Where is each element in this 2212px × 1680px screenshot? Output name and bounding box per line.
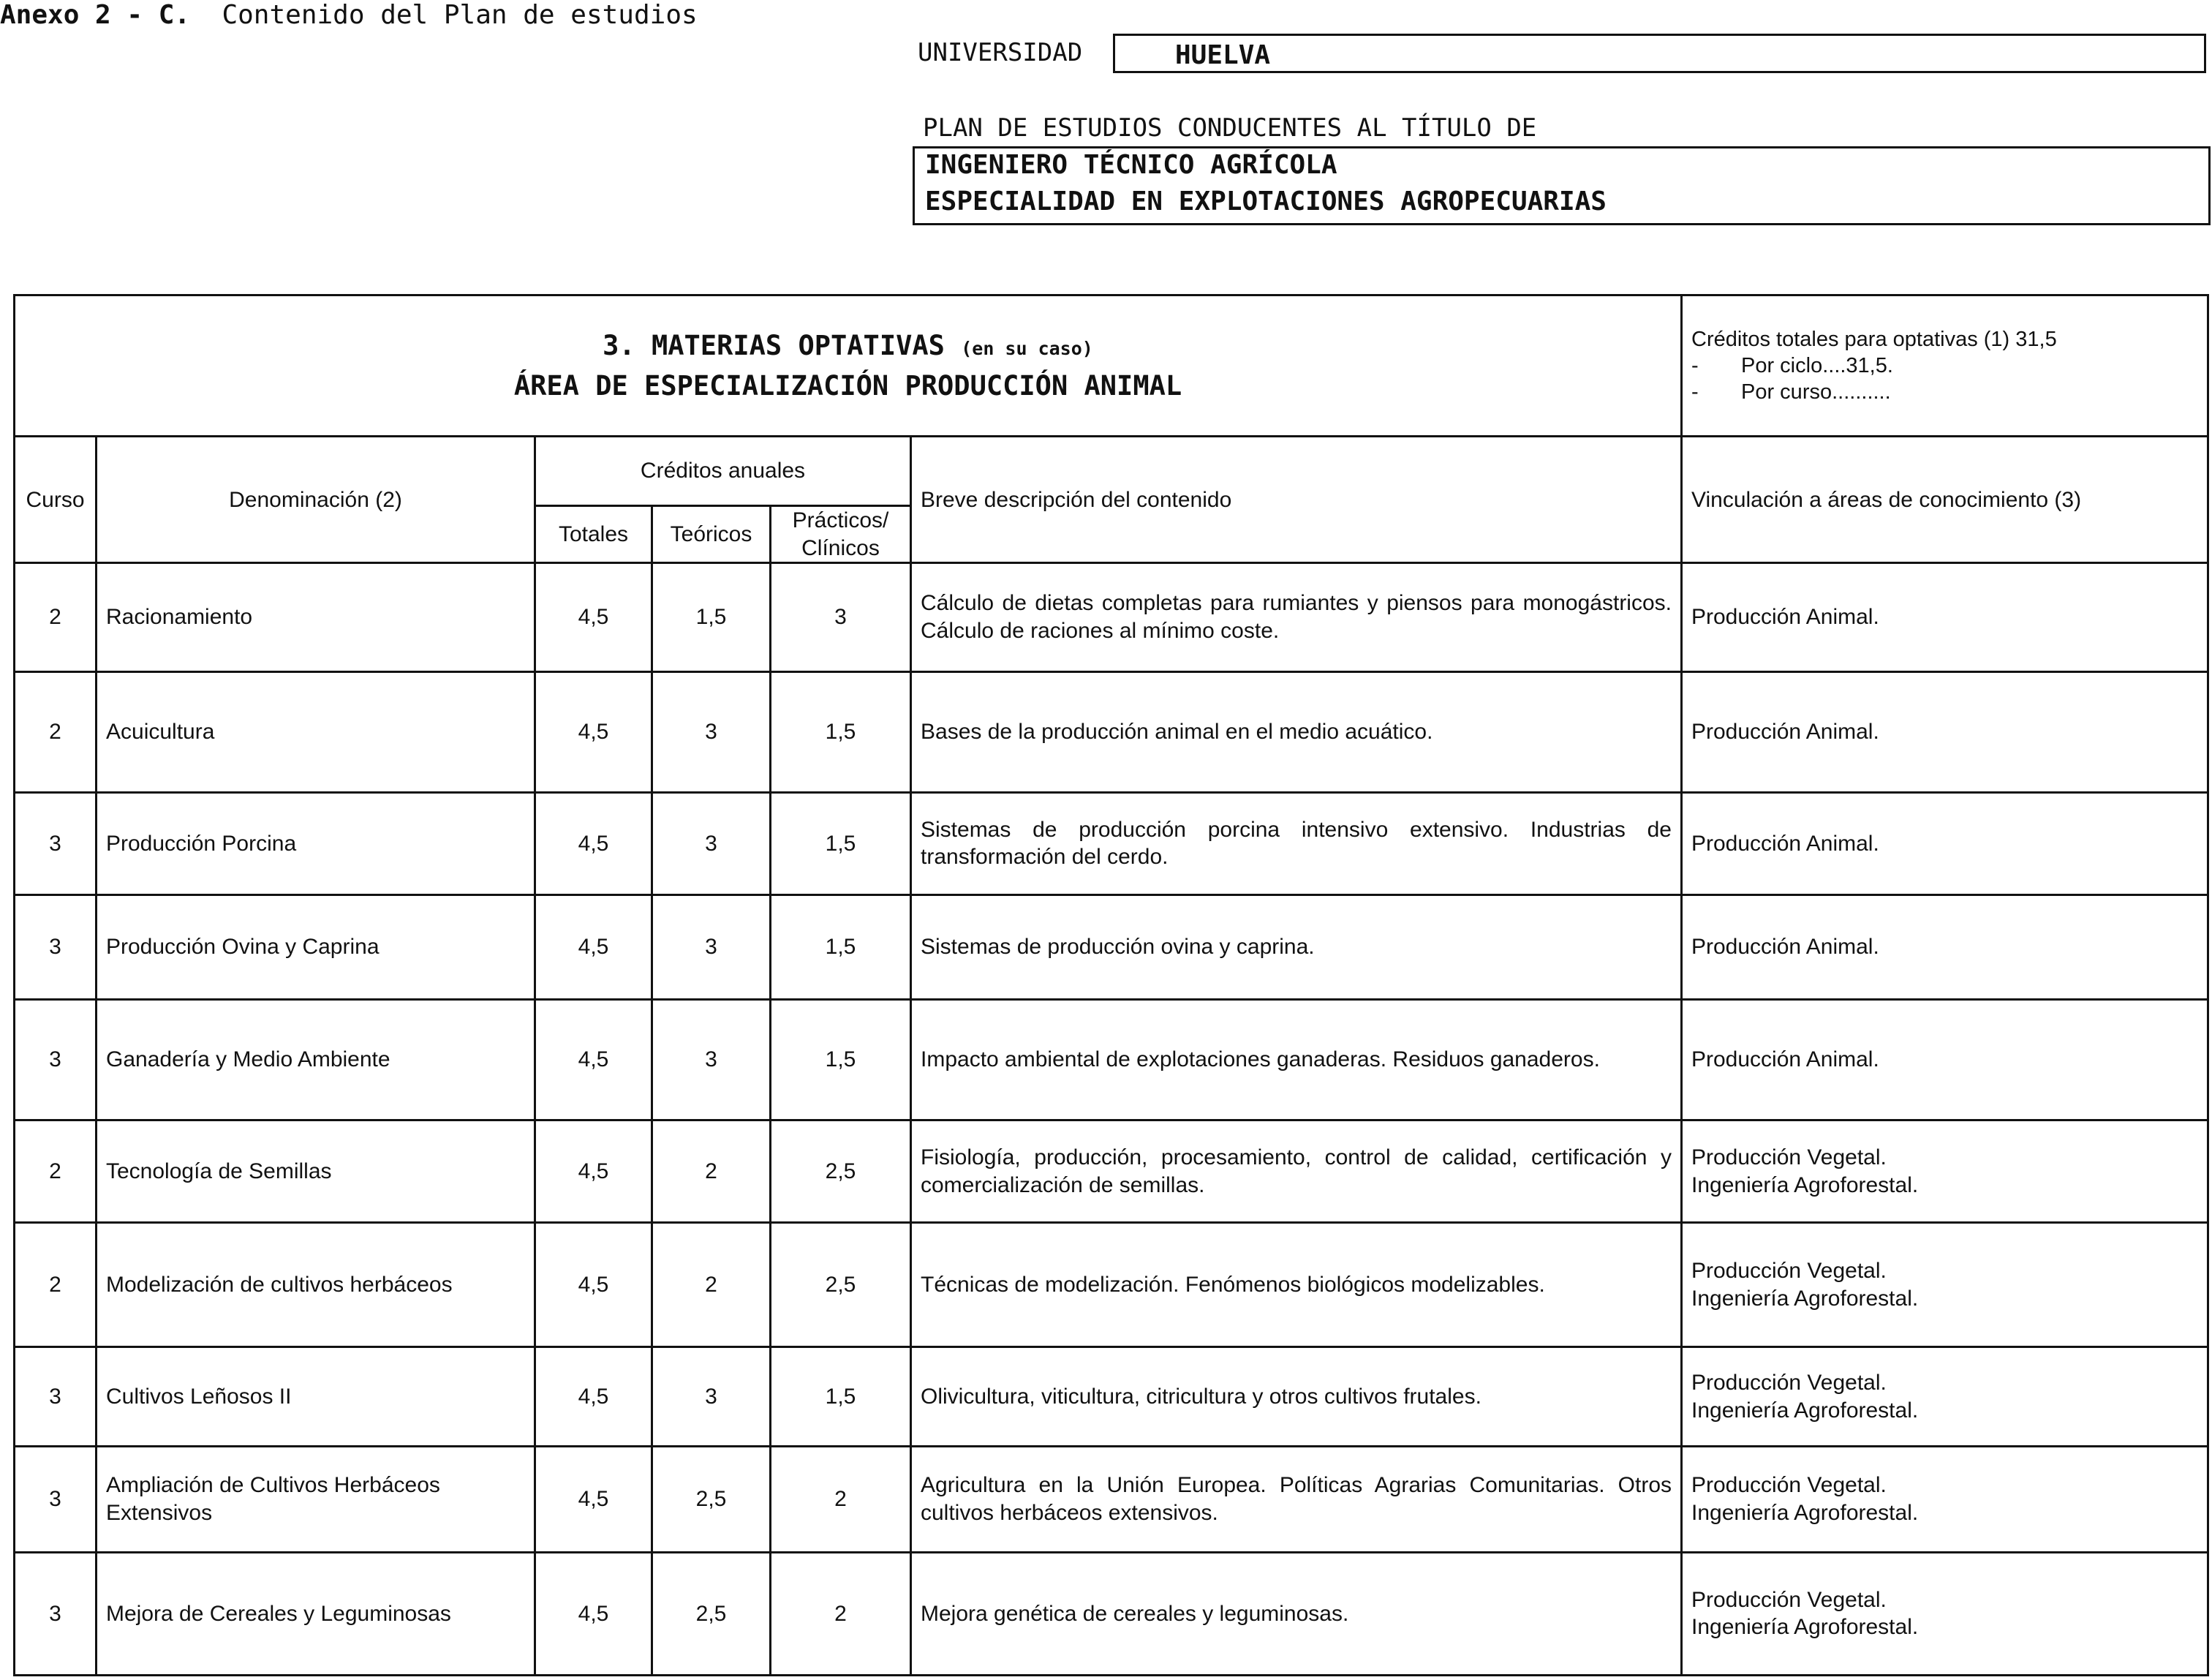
row-creditos-practicos: 2,5 [771, 1120, 911, 1223]
row-creditos-totales: 4,5 [535, 1223, 652, 1347]
university-box [1113, 34, 2206, 73]
table-row [15, 1446, 2208, 1552]
area-primary: Producción Animal. [1691, 831, 1879, 856]
table-row [15, 563, 2208, 671]
row-creditos-practicos: 2 [771, 1552, 911, 1675]
plan-label: PLAN DE ESTUDIOS CONDUCENTES AL TÍTULO DE [923, 113, 1537, 143]
table-row [15, 1552, 2208, 1675]
row-curso: 3 [15, 1446, 97, 1552]
plan-title-box [913, 146, 2211, 225]
section-area: ÁREA DE ESPECIALIZACIÓN PRODUCCIÓN ANIMAL [513, 370, 1182, 402]
plan-title-line-2: ESPECIALIDAD EN EXPLOTACIONES AGROPECUARIAS [925, 187, 1607, 216]
section-title [15, 295, 1682, 437]
row-curso: 3 [15, 792, 97, 894]
total-credits-cell [1682, 295, 2208, 437]
area-secondary: Ingeniería Agroforestal. [1691, 1398, 1919, 1423]
row-creditos-totales: 4,5 [535, 894, 652, 999]
row-creditos-practicos: 2 [771, 1446, 911, 1552]
row-descripcion: Cálculo de dietas completas para rumiantes y piensos para monogástricos. Cálculo de raciones al mínimo coste. [911, 563, 1682, 671]
credits-per-cycle: - Por ciclo....31,5. [1691, 353, 1893, 377]
header-denominacion: Denominación (2) [97, 437, 535, 563]
row-curso: 3 [15, 1347, 97, 1446]
area-primary: Producción Animal. [1691, 605, 1879, 630]
row-descripcion: Mejora genética de cereales y leguminosas. [911, 1552, 1682, 1675]
optional-subjects-table [13, 294, 2209, 1676]
annex-title: Contenido del Plan de estudios [222, 0, 698, 30]
row-descripcion: Técnicas de modelización. Fenómenos biológicos modelizables. [911, 1223, 1682, 1347]
row-denominacion: Modelización de cultivos herbáceos [97, 1223, 535, 1347]
row-denominacion: Tecnología de Semillas [97, 1120, 535, 1223]
row-descripcion: Olivicultura, viticultura, citricultura y otros cultivos frutales. [911, 1347, 1682, 1446]
subjects-body [15, 563, 2208, 1676]
row-curso: 2 [15, 1223, 97, 1347]
row-creditos-teoricos: 3 [652, 1347, 771, 1446]
row-curso: 2 [15, 671, 97, 792]
row-denominacion: Ampliación de Cultivos Herbáceos Extensivos [97, 1446, 535, 1552]
header-teoricos: Teóricos [652, 506, 771, 563]
row-creditos-practicos: 2,5 [771, 1223, 911, 1347]
row-curso: 2 [15, 1120, 97, 1223]
table-row [15, 792, 2208, 894]
row-vinculacion [1682, 563, 2208, 671]
row-creditos-practicos: 1,5 [771, 671, 911, 792]
row-creditos-teoricos: 3 [652, 792, 771, 894]
row-curso: 3 [15, 999, 97, 1120]
row-descripcion: Sistemas de producción porcina intensivo extensivo. Industrias de transformación del cerdo. [911, 792, 1682, 894]
area-primary: Producción Vegetal. [1691, 1259, 1887, 1284]
area-primary: Producción Vegetal. [1691, 1473, 1887, 1498]
credits-per-course: - Por curso.......... [1691, 380, 1891, 404]
row-vinculacion [1682, 999, 2208, 1120]
row-creditos-totales: 4,5 [535, 671, 652, 792]
header-descripcion: Breve descripción del contenido [911, 437, 1682, 563]
row-creditos-teoricos: 3 [652, 671, 771, 792]
section-number-title-line [24, 325, 1672, 366]
area-secondary: Ingeniería Agroforestal. [1691, 1172, 1919, 1197]
row-denominacion: Mejora de Cereales y Leguminosas [97, 1552, 535, 1675]
header-vinculacion: Vinculación a áreas de conocimiento (3) [1682, 437, 2208, 563]
row-creditos-teoricos: 2 [652, 1223, 771, 1347]
row-descripcion: Bases de la producción animal en el medio acuático. [911, 671, 1682, 792]
row-creditos-practicos: 1,5 [771, 1347, 911, 1446]
row-vinculacion [1682, 792, 2208, 894]
row-denominacion: Producción Ovina y Caprina [97, 894, 535, 999]
area-primary: Producción Animal. [1691, 719, 1879, 744]
area-primary: Producción Vegetal. [1691, 1145, 1887, 1170]
row-vinculacion [1682, 894, 2208, 999]
table-row [15, 671, 2208, 792]
row-vinculacion [1682, 1223, 2208, 1347]
area-primary: Producción Animal. [1691, 935, 1879, 960]
section-header-row [15, 295, 2208, 437]
row-creditos-teoricos: 1,5 [652, 563, 771, 671]
row-descripcion: Agricultura en la Unión Europea. Políticas Agrarias Comunitarias. Otros cultivos herbáceos extensivos. [911, 1446, 1682, 1552]
row-curso: 2 [15, 563, 97, 671]
header-curso: Curso [15, 437, 97, 563]
section-note: (en su caso) [961, 337, 1093, 359]
row-creditos-totales: 4,5 [535, 999, 652, 1120]
row-creditos-totales: 4,5 [535, 1347, 652, 1446]
row-creditos-teoricos: 2,5 [652, 1446, 771, 1552]
table-row [15, 1347, 2208, 1446]
section-number-title: 3. MATERIAS OPTATIVAS [603, 329, 945, 361]
plan-title-line-1: INGENIERO TÉCNICO AGRÍCOLA [925, 150, 1337, 180]
table-row [15, 894, 2208, 999]
area-primary: Producción Vegetal. [1691, 1371, 1887, 1395]
table-row [15, 1223, 2208, 1347]
area-secondary: Ingeniería Agroforestal. [1691, 1615, 1919, 1640]
total-credits-line: Créditos totales para optativas (1) 31,5 [1691, 327, 2057, 351]
table-row [15, 999, 2208, 1120]
row-vinculacion [1682, 1120, 2208, 1223]
row-creditos-totales: 4,5 [535, 1120, 652, 1223]
row-creditos-teoricos: 2 [652, 1120, 771, 1223]
row-creditos-practicos: 1,5 [771, 792, 911, 894]
university-value: HUELVA [1175, 40, 1271, 70]
area-primary: Producción Vegetal. [1691, 1587, 1887, 1612]
row-curso: 3 [15, 894, 97, 999]
row-denominacion: Racionamiento [97, 563, 535, 671]
row-creditos-practicos: 1,5 [771, 999, 911, 1120]
area-secondary: Ingeniería Agroforestal. [1691, 1500, 1919, 1525]
row-vinculacion [1682, 1347, 2208, 1446]
row-denominacion: Ganadería y Medio Ambiente [97, 999, 535, 1120]
row-creditos-teoricos: 3 [652, 894, 771, 999]
header-practicos: Prácticos/ Clínicos [771, 506, 911, 563]
header-creditos-anuales: Créditos anuales [535, 437, 911, 506]
row-creditos-totales: 4,5 [535, 792, 652, 894]
row-denominacion: Cultivos Leñosos II [97, 1347, 535, 1446]
row-descripcion: Sistemas de producción ovina y caprina. [911, 894, 1682, 999]
annex-heading [0, 0, 698, 30]
row-creditos-teoricos: 2,5 [652, 1552, 771, 1675]
row-creditos-practicos: 1,5 [771, 894, 911, 999]
row-descripcion: Fisiología, producción, procesamiento, control de calidad, certificación y comercialización de semillas. [911, 1120, 1682, 1223]
row-creditos-totales: 4,5 [535, 563, 652, 671]
table-row [15, 1120, 2208, 1223]
row-creditos-teoricos: 3 [652, 999, 771, 1120]
row-vinculacion [1682, 671, 2208, 792]
area-primary: Producción Animal. [1691, 1047, 1879, 1072]
row-creditos-practicos: 3 [771, 563, 911, 671]
row-descripcion: Impacto ambiental de explotaciones ganaderas. Residuos ganaderos. [911, 999, 1682, 1120]
row-curso: 3 [15, 1552, 97, 1675]
row-denominacion: Producción Porcina [97, 792, 535, 894]
column-header-row [15, 437, 2208, 506]
row-creditos-totales: 4,5 [535, 1552, 652, 1675]
row-creditos-totales: 4,5 [535, 1446, 652, 1552]
university-label: UNIVERSIDAD [918, 38, 1083, 67]
header-totales: Totales [535, 506, 652, 563]
area-secondary: Ingeniería Agroforestal. [1691, 1286, 1919, 1311]
row-vinculacion [1682, 1552, 2208, 1675]
row-denominacion: Acuicultura [97, 671, 535, 792]
annex-code: Anexo 2 - C. [0, 0, 191, 30]
row-vinculacion [1682, 1446, 2208, 1552]
